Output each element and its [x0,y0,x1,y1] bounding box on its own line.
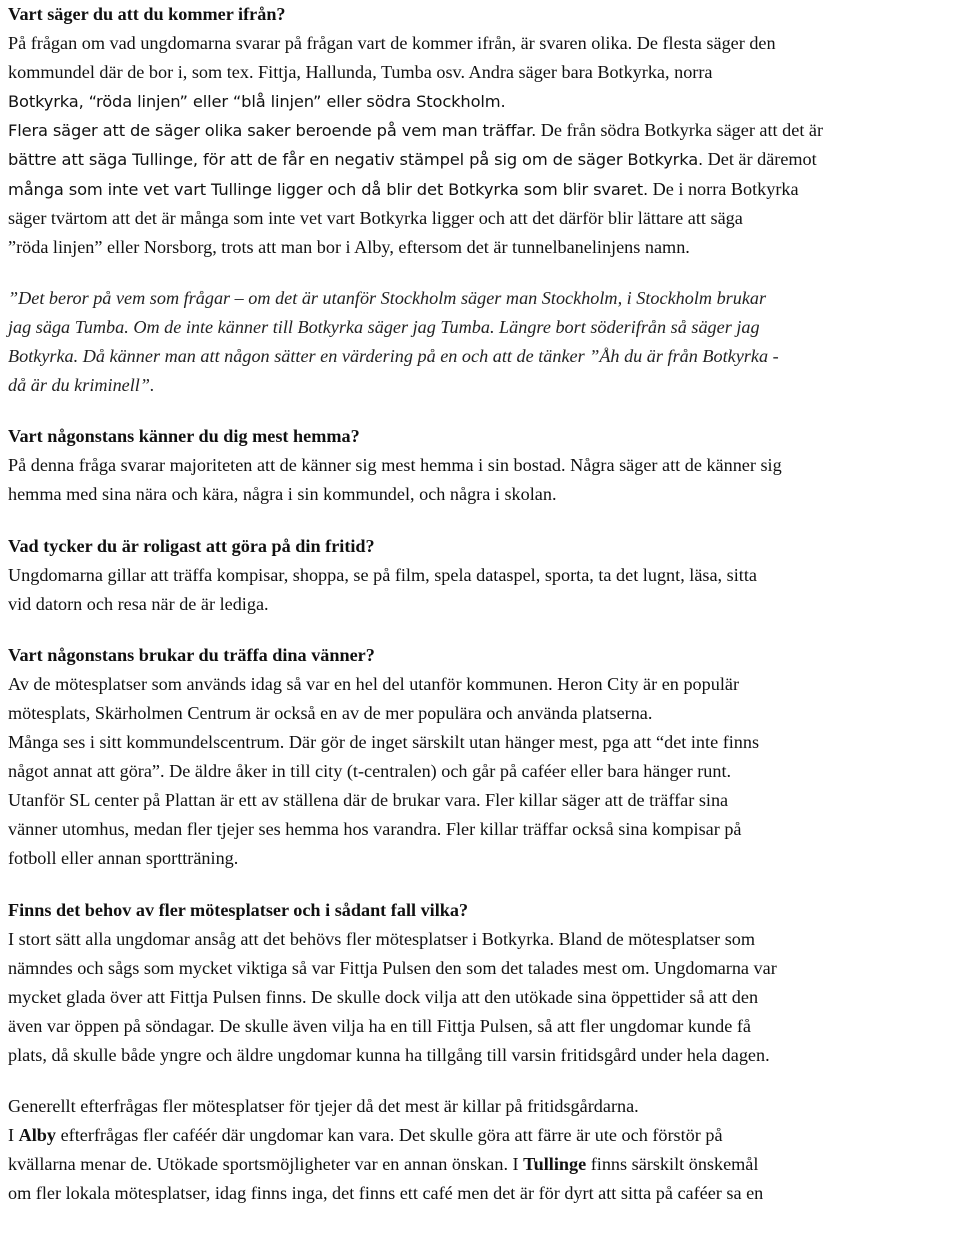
place-tullinge: Tullinge [523,1154,587,1175]
heading-needs: Finns det behov av fler mötesplatser och i sådant fall vilka? [8,899,469,920]
friends-line-1: Av de mötesplatser som används idag så var en hel del utanför kommunen. Heron City är en populär [8,673,740,694]
needs-p2-line-3-post: finns särskilt önskemål [586,1154,759,1175]
friends-line-5: Utanför SL center på Plattan är ett av ställena där de brukar vara. Fler killar säger att de träffar sina [8,790,729,811]
quote-line-4: då är du kriminell”. [8,375,155,396]
heading-origin: Vart säger du att du kommer ifrån? [8,4,286,24]
needs-line-3: mycket glada över att Fittja Pulsen finns. De skulle dock vilja att den utökade sina öppettider så att den [8,986,759,1007]
leisure-line-1: Ungdomarna gillar att träffa kompisar, shoppa, se på film, spela dataspel, sporta, ta det lugnt, läsa, sitta [8,564,757,585]
quote-line-1: ”Det beror på vem som frågar – om det är utanför Stockholm säger man Stockholm, i Stockholm brukar [8,287,767,308]
origin-line-3: Botkyrka, “röda linjen” eller “blå linjen” eller södra Stockholm. [8,92,506,112]
origin-line-7b: De i norra Botkyrka [648,178,799,199]
friends-line-6: vänner utomhus, medan fler tjejer ses hemma hos varandra. Fler killar träffar också sina kompisar på [8,819,742,840]
origin-line-4: Flera säger att de säger olika saker beroende på vem man träffar. De från södra Botkyrka säger att det är [8,120,824,141]
place-alby: Alby [18,1125,57,1146]
home-line-2: hemma med sina nära och kära, några i sin kommundel, och några i skolan. [8,484,557,505]
origin-line-5 [8,145,956,174]
needs-p2-line-4: om fler lokala mötesplatser, idag finns inga, det finns ett café men det är för dyrt att sitta på caféer sa en [8,1183,764,1204]
needs-line-4: även var öppen på söndagar. De skulle även vilja ha en till Fittja Pulsen, så att fler ungdomar kunde få [8,1015,751,1036]
friends-line-4: något annat att göra”. De äldre åker in till city (t-centralen) och går på caféer eller bara hänger runt. [8,761,732,782]
friends-line-3: Många ses i sitt kommundelscentrum. Där gör de inget särskilt utan hänger mest, pga att “det inte finns [8,732,760,753]
origin-line-2: kommundel där de bor i, som tex. Fittja, Hallunda, Tumba osv. Andra säger bara Botkyrka, norra [8,62,713,83]
origin-quote [8,284,956,400]
origin-line-9: ”röda linjen” eller Norsborg, trots att man bor i Alby, eftersom det är tunnelbanelinjens namn. [8,236,690,257]
quote-line-2: jag säga Tumba. Om de inte känner till Botkyrka säger jag Tumba. Längre bort söderifrån så säger jag [8,316,760,337]
document-page [8,0,956,1208]
leisure-line-2: vid datorn och resa när de är lediga. [8,593,269,614]
needs-p2-line-3-pre: kvällarna menar de. Utökade sportsmöjligheter var en annan önskan. I [8,1154,524,1175]
heading-home: Vart någonstans känner du dig mest hemma? [8,426,360,447]
friends-line-7: fotboll eller annan sportträning. [8,848,239,869]
origin-line-5-tail: Det är däremot [703,149,817,170]
origin-line-7 [8,175,956,204]
origin-line-4-tail: De från södra Botkyrka säger att det är [536,120,824,141]
friends-line-2: mötesplats, Skärholmen Centrum är också en av de mer populära och använda platserna. [8,702,653,723]
quote-line-3: Botkyrka. Då känner man att någon sätter en värdering på en och att de tänker ”Åh du är från Botkyrka - [8,346,779,367]
needs-p2-line-2-post: efterfrågas fler caféér där ungdomar kan vara. Det skulle göra att färre är ute och förstör på [56,1125,723,1146]
needs-line-1: I stort sätt alla ungdomar ansåg att det behövs fler mötesplatser i Botkyrka. Bland de mötesplatser som [8,928,756,949]
needs-p2-line-2-pre: I [8,1125,19,1146]
needs-p2-line-1: Generellt efterfrågas fler mötesplatser för tjejer då det mest är killar på fritidsgårdarna. [8,1096,639,1117]
needs-p2-line-2 [8,1121,956,1150]
needs-line-2: nämndes och sågs som mycket viktiga så var Fittja Pulsen den som det talades mest om. Ungdomarna var [8,957,777,978]
heading-friends: Vart någonstans brukar du träffa dina vänner? [8,644,375,665]
needs-line-5: plats, då skulle både yngre och äldre ungdomar kunna ha tillgång till varsin fritidsgård under hela dagen. [8,1045,770,1065]
origin-line-5-sans: bättre att säga Tullinge, för att de får en negativ stämpel på sig om de säger Botkyrka. [8,150,704,170]
heading-leisure: Vad tycker du är roligast att göra på din fritid? [8,535,375,556]
origin-line-1: På frågan om vad ungdomarna svarar på frågan vart de kommer ifrån, är svaren olika. De flesta säger den [8,33,776,54]
origin-line-7a: många som inte vet vart Tullinge ligger och då blir det Botkyrka som blir svaret. [8,179,649,199]
home-line-1: På denna fråga svarar majoriteten att de känner sig mest hemma i sin bostad. Några säger att de känner sig [8,455,782,476]
needs-p2-line-3 [8,1150,956,1179]
origin-line-8: säger tvärtom att det är många som inte vet vart Botkyrka ligger och att det därför blir lättare att säga [8,207,743,228]
